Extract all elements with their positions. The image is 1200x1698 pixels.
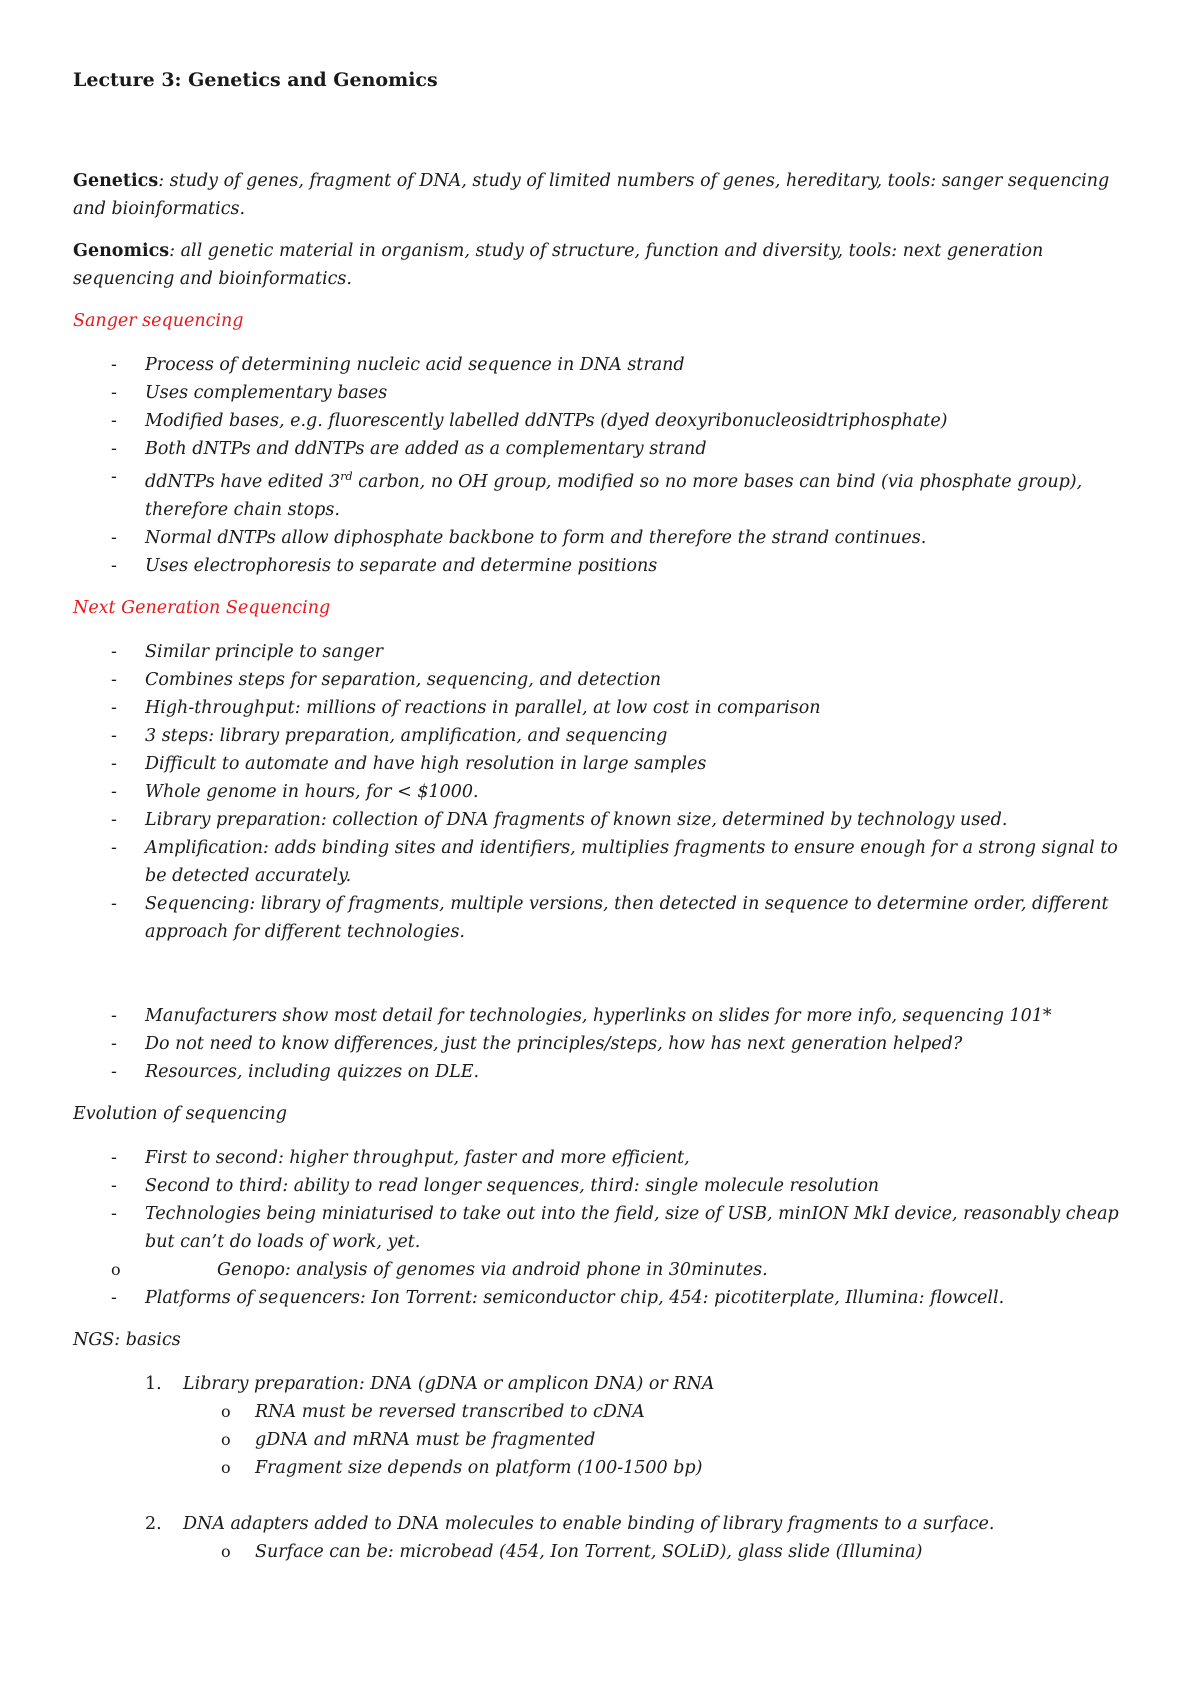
step-number: 1.: [145, 1373, 162, 1394]
list-item: - Whole genome in hours, for < $1000.: [73, 778, 1143, 806]
list-item-carbon: [73, 463, 1143, 524]
step-sublist: [183, 1538, 1143, 1566]
genomics-definition: [73, 237, 1143, 293]
list-item: - Do not need to know differences, just the principles/steps, how has next generation helped?: [73, 1030, 1143, 1058]
step-item: [73, 1370, 1143, 1482]
step-text: Library preparation: DNA (gDNA or amplicon DNA) or RNA: [183, 1373, 715, 1394]
carbon-text-before: ddNTPs have edited 3: [145, 471, 341, 492]
list-item: - Amplification: adds binding sites and identifiers, multiplies fragments to ensure enough for a strong signal to be detected accurately.: [73, 834, 1143, 890]
sub-list-item: o Surface can be: microbead (454, Ion Torrent, SOLiD), glass slide (Illumina): [73, 1538, 1143, 1566]
sub-list-item: o RNA must be reversed transcribed to cDNA: [73, 1398, 1143, 1426]
sub-list-item: o Genopo: analysis of genomes via android phone in 30minutes.: [73, 1256, 1143, 1284]
step-number: 2.: [145, 1513, 162, 1534]
list-item: - Uses electrophoresis to separate and determine positions: [73, 552, 1143, 580]
sub-list-item: o Fragment size depends on platform (100-1500 bp): [73, 1454, 1143, 1482]
evolution-list: [73, 1144, 1143, 1312]
genetics-text: : study of genes, fragment of DNA, study of limited numbers of genes, hereditary, tools: sanger sequencing and bioinformatics.: [73, 170, 1110, 219]
list-item-text: Technologies being miniaturised to take out into the field, size of USB, minION MkI device, reasonably cheap but can’t do loads of work, yet.: [145, 1203, 1119, 1252]
list-item: - Resources, including quizzes on DLE.: [73, 1058, 1143, 1086]
ngs-list: [73, 638, 1143, 946]
step-text: DNA adapters added to DNA molecules to enable binding of library fragments to a surface.: [183, 1513, 995, 1534]
list-item: - Uses complementary bases: [73, 379, 1143, 407]
evolution-heading: Evolution of sequencing: [73, 1103, 287, 1124]
list-item: - High-throughput: millions of reactions in parallel, at low cost in comparison: [73, 694, 1143, 722]
ngs-extra-list: [73, 1002, 1143, 1086]
list-item: - Modified bases, e.g. fluorescently labelled ddNTPs (dyed deoxyribonucleosidtriphosphate): [73, 407, 1143, 435]
list-item: - Combines steps for separation, sequencing, and detection: [73, 666, 1143, 694]
document-page: [73, 68, 1143, 1566]
carbon-text-after: carbon, no OH group, modified so no more bases can bind (via phosphate group), therefore chain stops.: [145, 471, 1083, 520]
list-item: - Sequencing: library of fragments, multiple versions, then detected in sequence to determine order, different approach for different technologies.: [73, 890, 1143, 946]
spacer: [73, 946, 1143, 1002]
list-item: - Difficult to automate and have high resolution in large samples: [73, 750, 1143, 778]
carbon-superscript: rd: [340, 469, 353, 483]
basics-steps: [73, 1370, 1143, 1566]
step-item: [73, 1510, 1143, 1566]
step-sublist: [183, 1398, 1143, 1482]
basics-heading: NGS: basics: [73, 1329, 181, 1350]
evolution-sublist: [73, 1256, 1143, 1284]
list-item: - Similar principle to sanger: [73, 638, 1143, 666]
genomics-text: : all genetic material in organism, study of structure, function and diversity, tools: next generation sequencing and bioinformatics.: [73, 240, 1044, 289]
sanger-heading: Sanger sequencing: [73, 310, 244, 331]
list-item: - Process of determining nucleic acid sequence in DNA strand: [73, 351, 1143, 379]
ngs-heading: Next Generation Sequencing: [73, 597, 331, 618]
list-item: - Both dNTPs and ddNTPs are added as a complementary strand: [73, 435, 1143, 463]
list-item: - Normal dNTPs allow diphosphate backbone to form and therefore the strand continues.: [73, 524, 1143, 552]
list-item: - 3 steps: library preparation, amplification, and sequencing: [73, 722, 1143, 750]
list-item: - Library preparation: collection of DNA fragments of known size, determined by technology used.: [73, 806, 1143, 834]
list-item: - Platforms of sequencers: Ion Torrent: semiconductor chip, 454: picotiterplate, Illumina: flowcell.: [73, 1284, 1143, 1312]
list-item: - Manufacturers show most detail for technologies, hyperlinks on slides for more info, sequencing 101*: [73, 1002, 1143, 1030]
page-title: Lecture 3: Genetics and Genomics: [73, 69, 438, 91]
list-item: - First to second: higher throughput, faster and more efficient,: [73, 1144, 1143, 1172]
genetics-term: Genetics: [73, 170, 159, 191]
sanger-list: [73, 351, 1143, 580]
list-item: [73, 1200, 1143, 1284]
sub-list-item: o gDNA and mRNA must be fragmented: [73, 1426, 1143, 1454]
genetics-definition: [73, 167, 1143, 223]
list-item: - Second to third: ability to read longer sequences, third: single molecule resolution: [73, 1172, 1143, 1200]
genomics-term: Genomics: [73, 240, 170, 261]
